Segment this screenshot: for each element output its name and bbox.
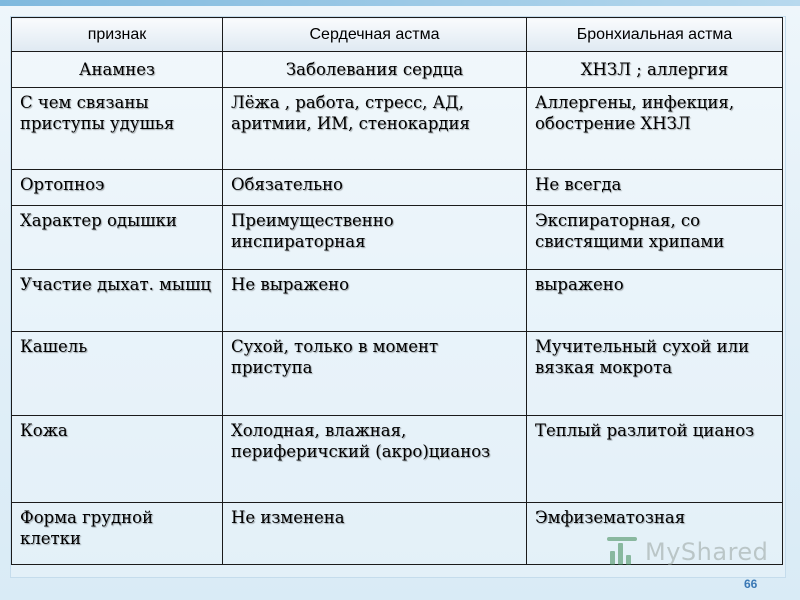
top-accent-ribbon [0,0,800,6]
myshared-watermark [605,533,775,571]
presentation-board-icon [605,535,639,569]
cell-feature: Кожа [12,416,223,503]
cell-feature: Кашель [12,332,223,416]
asthma-comparison-table [11,17,783,565]
table-row [12,88,783,170]
cell-feature: Участие дыхат. мышц [12,270,223,332]
cell-cardiac: Не выражено [223,270,527,332]
table-row [12,270,783,332]
header-bronchial-asthma: Бронхиальная астма [527,18,783,52]
cell-cardiac: Обязательно [223,170,527,206]
cell-cardiac: Сухой, только в момент приступа [223,332,527,416]
watermark-text: MyShared [645,538,769,566]
table-row [12,332,783,416]
cell-cardiac: Не изменена [223,503,527,565]
cell-feature: Анамнез [12,52,223,88]
cell-feature: Ортопноэ [12,170,223,206]
cell-bronchial: Теплый разлитой цианоз [527,416,783,503]
cell-cardiac: Холодная, влажная, периферичский (акро)цианоз [223,416,527,503]
header-feature: признак [12,18,223,52]
cell-cardiac: Заболевания сердца [223,52,527,88]
cell-bronchial: ХНЗЛ ; аллергия [527,52,783,88]
table-row [12,170,783,206]
cell-bronchial: Мучительный сухой или вязкая мокрота [527,332,783,416]
cell-bronchial: Аллергены, инфекция, обострение ХНЗЛ [527,88,783,170]
table-row [12,52,783,88]
cell-feature: С чем связаны приступы удушья [12,88,223,170]
table-header-row [12,18,783,52]
cell-cardiac: Преимущественно инспираторная [223,206,527,270]
table-row [12,206,783,270]
cell-bronchial: Не всегда [527,170,783,206]
header-cardiac-asthma: Сердечная астма [223,18,527,52]
cell-feature: Характер одышки [12,206,223,270]
cell-bronchial: Экспираторная, со свистящими хрипами [527,206,783,270]
cell-bronchial: выражено [527,270,783,332]
table-row [12,416,783,503]
cell-bronchial: Эмфизематозная [527,503,783,565]
cell-cardiac: Лёжа , работа, стресс, АД, аритмии, ИМ, стенокардия [223,88,527,170]
cell-feature: Форма грудной клетки [12,503,223,565]
page-number: 66 [744,577,758,591]
